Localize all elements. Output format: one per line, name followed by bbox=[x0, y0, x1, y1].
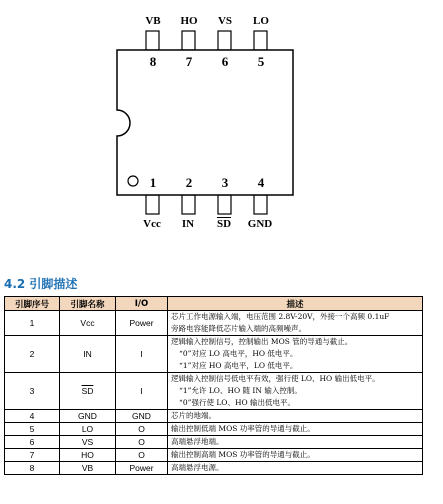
pin-label-vb: VB bbox=[145, 15, 161, 27]
cell-pin-name: VB bbox=[60, 462, 116, 475]
pin-label-in: IN bbox=[181, 218, 195, 230]
pin-lead-8 bbox=[146, 31, 159, 50]
cell-pin-name: GND bbox=[60, 410, 116, 423]
section-heading: 4.2 引脚描述 bbox=[4, 277, 78, 291]
pin-lead-3 bbox=[218, 195, 231, 214]
pin-number-2: 2 bbox=[185, 175, 193, 190]
table-row bbox=[5, 423, 423, 436]
cell-description bbox=[168, 449, 423, 462]
table-row bbox=[5, 449, 423, 462]
pin-number-1: 1 bbox=[149, 175, 157, 190]
cell-pin-number: 5 bbox=[5, 423, 60, 436]
cell-io: O bbox=[116, 436, 168, 449]
pin-number-6: 6 bbox=[221, 54, 229, 69]
pin1-marker-dot bbox=[128, 176, 138, 186]
cell-pin-number: 6 bbox=[5, 436, 60, 449]
table-header-row bbox=[5, 297, 423, 311]
header-pin-number: 引脚序号 bbox=[5, 297, 60, 311]
description-line: 旁路电容能降低芯片输入端的高频噪声。 bbox=[171, 324, 306, 333]
cell-pin-name: HO bbox=[60, 449, 116, 462]
table-row bbox=[5, 436, 423, 449]
pin-number-3: 3 bbox=[221, 175, 229, 190]
pin-lead-4 bbox=[254, 195, 267, 214]
cell-pin-number: 1 bbox=[5, 311, 60, 336]
table-row bbox=[5, 311, 423, 336]
cell-pin-name: VS bbox=[60, 436, 116, 449]
pin-label-gnd: GND bbox=[247, 218, 273, 230]
cell-description bbox=[168, 462, 423, 475]
cell-io: O bbox=[116, 423, 168, 436]
cell-pin-number: 2 bbox=[5, 336, 60, 373]
pin-lead-7 bbox=[182, 31, 195, 50]
pin-lead-1 bbox=[146, 195, 159, 214]
chip-body bbox=[117, 50, 293, 195]
pin-label-sd: $\overline{SD}$ bbox=[216, 218, 232, 230]
cell-pin-name: LO bbox=[60, 423, 116, 436]
table-row bbox=[5, 462, 423, 475]
pin-number-8: 8 bbox=[149, 54, 157, 69]
description-line: “1”允许 LO、HO 随 IN 输入控制。 bbox=[179, 386, 302, 395]
table-row bbox=[5, 373, 423, 410]
description-line: “0”对应 LO 高电平，HO 低电平。 bbox=[179, 349, 298, 358]
description-line: 芯片工作电源输入端，电压范围 2.8V-20V，外接一个高频 0.1uF bbox=[171, 312, 390, 321]
pin-label-vcc: Vcc bbox=[143, 218, 161, 230]
pin-lead-5 bbox=[254, 31, 267, 50]
cell-pin-name: Vcc bbox=[60, 311, 116, 336]
cell-pin-number: 4 bbox=[5, 410, 60, 423]
description-line: 高端悬浮电源。 bbox=[171, 463, 224, 472]
cell-pin-number: 7 bbox=[5, 449, 60, 462]
cell-description bbox=[168, 436, 423, 449]
pin-number-7: 7 bbox=[185, 54, 193, 69]
cell-pin-name: $\overline{SD}$ bbox=[60, 373, 116, 410]
header-io: I/O bbox=[116, 297, 168, 311]
cell-description bbox=[168, 373, 423, 410]
cell-pin-number: 8 bbox=[5, 462, 60, 475]
pin-description-table bbox=[4, 296, 423, 475]
cell-pin-name: IN bbox=[60, 336, 116, 373]
cell-io: Power bbox=[116, 311, 168, 336]
cell-io: I bbox=[116, 373, 168, 410]
cell-io: O bbox=[116, 449, 168, 462]
cell-io: I bbox=[116, 336, 168, 373]
cell-description bbox=[168, 336, 423, 373]
header-pin-name: 引脚名称 bbox=[60, 297, 116, 311]
pin-number-4: 4 bbox=[257, 175, 265, 190]
pin-label-ho: HO bbox=[180, 15, 198, 27]
table-row bbox=[5, 336, 423, 373]
description-line: “0”强行使 LO、HO 输出低电平。 bbox=[179, 398, 296, 407]
cell-description bbox=[168, 410, 423, 423]
cell-pin-number: 3 bbox=[5, 373, 60, 410]
description-line: 芯片的地端。 bbox=[171, 411, 216, 420]
pin-lead-6 bbox=[218, 31, 231, 50]
description-line: 逻辑输入控制信号低电平有效，强行使 LO、HO 输出低电平。 bbox=[171, 374, 380, 383]
header-description: 描述 bbox=[168, 297, 423, 311]
cell-description bbox=[168, 311, 423, 336]
pin-number-5: 5 bbox=[257, 54, 265, 69]
pin-label-lo: LO bbox=[253, 15, 269, 27]
description-line: 高端悬浮地端。 bbox=[171, 437, 224, 446]
pin-label-vs: VS bbox=[217, 15, 233, 27]
description-line: 输出控制低端 MOS 功率管的导通与截止。 bbox=[171, 424, 315, 433]
pin-lead-2 bbox=[182, 195, 195, 214]
description-line: 输出控制高端 MOS 功率管的导通与截止。 bbox=[171, 450, 315, 459]
cell-description bbox=[168, 423, 423, 436]
cell-io: GND bbox=[116, 410, 168, 423]
description-line: 逻辑输入控制信号，控制输出 MOS 管的导通与截止。 bbox=[171, 337, 353, 346]
table-row bbox=[5, 410, 423, 423]
description-line: “1”对应 HO 高电平，LO 低电平。 bbox=[179, 361, 298, 370]
cell-io: Power bbox=[116, 462, 168, 475]
